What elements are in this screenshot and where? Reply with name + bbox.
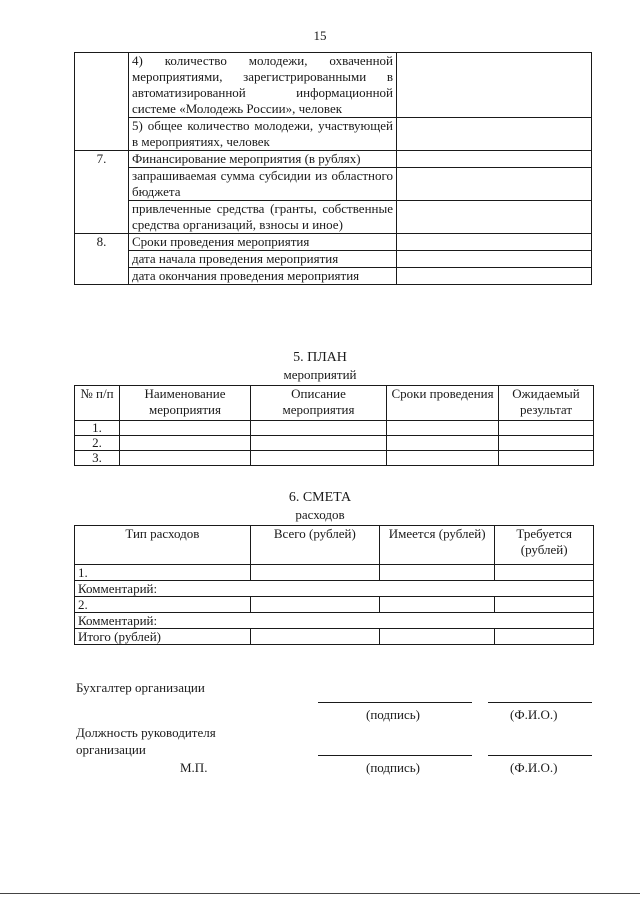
table-row <box>75 629 594 645</box>
signature-line <box>318 755 472 756</box>
table-row <box>75 436 594 451</box>
budget-heading: 6. СМЕТА <box>288 490 352 505</box>
table-cell <box>251 451 387 466</box>
expense-label: 2. <box>75 597 251 613</box>
table-row <box>75 151 592 168</box>
signature-line <box>318 702 472 703</box>
plan-table <box>74 385 594 466</box>
table-cell: 3. <box>75 451 120 466</box>
column-header: Всего (рублей) <box>250 526 379 565</box>
page-number: 15 <box>313 28 327 43</box>
table-cell <box>387 436 499 451</box>
table-row <box>75 168 592 201</box>
row-value <box>397 168 592 201</box>
table-cell <box>495 565 594 581</box>
budget-table <box>74 525 594 645</box>
name-line <box>488 702 592 703</box>
row-value <box>397 268 592 285</box>
name-caption: (Ф.И.О.) <box>510 707 558 722</box>
table-header-row <box>75 386 594 421</box>
table-cell <box>120 436 251 451</box>
table-cell <box>379 597 494 613</box>
table-header-row <box>75 526 594 565</box>
info-table <box>74 52 592 285</box>
row-value <box>397 234 592 251</box>
stamp-label: М.П. <box>180 760 208 775</box>
head-position-label: Должность руководителя <box>76 725 216 740</box>
row-text: привлеченные средства (гранты, собственные средства организаций, взносы и иное) <box>129 201 397 234</box>
column-header: № п/п <box>75 386 120 421</box>
column-header: Наименование мероприятия <box>120 386 251 421</box>
table-row <box>75 53 592 118</box>
table-cell <box>499 451 594 466</box>
name-caption: (Ф.И.О.) <box>510 760 558 775</box>
row-text: 4) количество молодежи, охваченной мероприятиями, зарегистрированными в автоматизированной информационной системе «Молодежь России», человек <box>129 53 397 118</box>
table-cell <box>387 451 499 466</box>
table-row <box>75 581 594 597</box>
table-cell: 1. <box>75 421 120 436</box>
row-number <box>75 118 129 151</box>
table-cell <box>499 436 594 451</box>
row-text: 5) общее количество молодежи, участвующей в мероприятиях, человек <box>129 118 397 151</box>
row-text: дата начала проведения мероприятия <box>129 251 397 268</box>
table-cell <box>250 597 379 613</box>
table-cell: 2. <box>75 436 120 451</box>
row-value <box>397 201 592 234</box>
row-text: Сроки проведения мероприятия <box>129 234 397 251</box>
column-header: Тип расходов <box>75 526 251 565</box>
row-number <box>75 251 129 268</box>
table-row <box>75 565 594 581</box>
table-cell <box>387 421 499 436</box>
table-row <box>75 613 594 629</box>
table-row <box>75 268 592 285</box>
table-cell <box>250 565 379 581</box>
table-row <box>75 451 594 466</box>
row-value <box>397 118 592 151</box>
signature-caption: (подпись) <box>366 760 420 775</box>
table-row <box>75 118 592 151</box>
table-cell <box>379 629 494 645</box>
plan-subheading: мероприятий <box>283 367 357 382</box>
column-header: Требуется (рублей) <box>495 526 594 565</box>
row-number <box>75 201 129 234</box>
row-value <box>397 151 592 168</box>
table-row <box>75 201 592 234</box>
table-row <box>75 251 592 268</box>
table-cell <box>120 451 251 466</box>
table-cell <box>379 565 494 581</box>
row-value <box>397 251 592 268</box>
page-bottom-rule <box>0 893 640 894</box>
column-header: Имеется (рублей) <box>379 526 494 565</box>
column-header: Сроки проведения <box>387 386 499 421</box>
row-number <box>75 268 129 285</box>
comment-label: Комментарий: <box>75 613 594 629</box>
column-header: Описание мероприятия <box>251 386 387 421</box>
comment-label: Комментарий: <box>75 581 594 597</box>
total-label: Итого (рублей) <box>75 629 251 645</box>
accountant-label: Бухгалтер организации <box>76 680 205 695</box>
table-cell <box>251 421 387 436</box>
row-number: 8. <box>75 234 129 251</box>
table-row <box>75 597 594 613</box>
table-row <box>75 234 592 251</box>
table-cell <box>495 597 594 613</box>
table-cell <box>251 436 387 451</box>
row-text: дата окончания проведения мероприятия <box>129 268 397 285</box>
row-number <box>75 168 129 201</box>
table-cell <box>250 629 379 645</box>
name-line <box>488 755 592 756</box>
table-cell <box>499 421 594 436</box>
column-header: Ожидаемый результат <box>499 386 594 421</box>
budget-subheading: расходов <box>295 507 345 522</box>
table-cell <box>495 629 594 645</box>
table-row <box>75 421 594 436</box>
expense-label: 1. <box>75 565 251 581</box>
row-text: Финансирование мероприятия (в рублях) <box>129 151 397 168</box>
table-cell <box>120 421 251 436</box>
row-number: 7. <box>75 151 129 168</box>
signature-caption: (подпись) <box>366 707 420 722</box>
plan-heading: 5. ПЛАН <box>293 350 347 365</box>
row-value <box>397 53 592 118</box>
row-number <box>75 53 129 118</box>
row-text: запрашиваемая сумма субсидии из областного бюджета <box>129 168 397 201</box>
head-organization-label: организации <box>76 742 146 757</box>
